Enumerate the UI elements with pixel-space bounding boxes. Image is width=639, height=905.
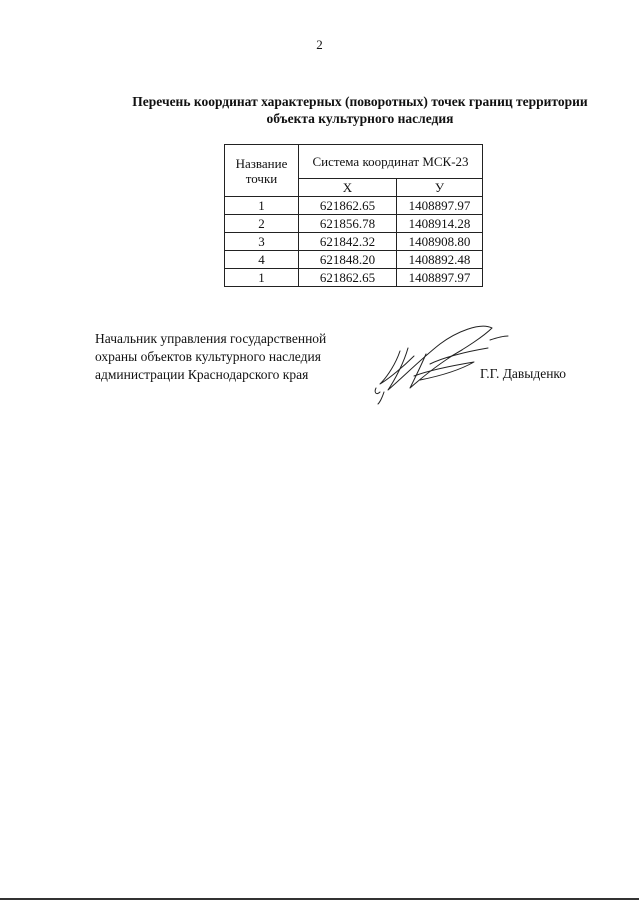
position-line-2: охраны объектов культурного наследия — [95, 349, 321, 364]
point-cell: 2 — [225, 215, 299, 233]
x-cell: 621862.65 — [299, 269, 397, 287]
signer-name: Г.Г. Давыденко — [480, 366, 567, 381]
signer-position — [95, 330, 385, 384]
point-cell: 1 — [225, 197, 299, 215]
coordinates-table — [224, 144, 483, 287]
x-cell: 621856.78 — [299, 215, 397, 233]
x-cell: 621842.32 — [299, 233, 397, 251]
point-cell: 1 — [225, 269, 299, 287]
table-row — [225, 233, 483, 251]
y-cell: 1408914.28 — [397, 215, 483, 233]
document-title — [60, 93, 639, 127]
header-point-name: Название точки — [225, 145, 299, 197]
table-row — [225, 215, 483, 233]
position-line-1: Начальник управления государственной — [95, 331, 327, 346]
position-line-3: администрации Краснодарского края — [95, 367, 309, 382]
table-row — [225, 197, 483, 215]
point-cell: 4 — [225, 251, 299, 269]
handwritten-signature — [370, 318, 510, 406]
y-cell: 1408897.97 — [397, 269, 483, 287]
title-line-2: объекта культурного наследия — [266, 111, 454, 126]
x-cell: 621862.65 — [299, 197, 397, 215]
header-x: Х — [299, 179, 397, 197]
title-line-1: Перечень координат характерных (поворотных) точек границ территории — [132, 94, 588, 109]
y-cell: 1408892.48 — [397, 251, 483, 269]
header-coordinate-system: Система координат МСК-23 — [299, 145, 483, 179]
point-cell: 3 — [225, 233, 299, 251]
y-cell: 1408897.97 — [397, 197, 483, 215]
y-cell: 1408908.80 — [397, 233, 483, 251]
table-row — [225, 269, 483, 287]
page-bottom-rule — [0, 898, 639, 900]
table-row — [225, 251, 483, 269]
x-cell: 621848.20 — [299, 251, 397, 269]
header-y: У — [397, 179, 483, 197]
page-number: 2 — [316, 37, 323, 52]
